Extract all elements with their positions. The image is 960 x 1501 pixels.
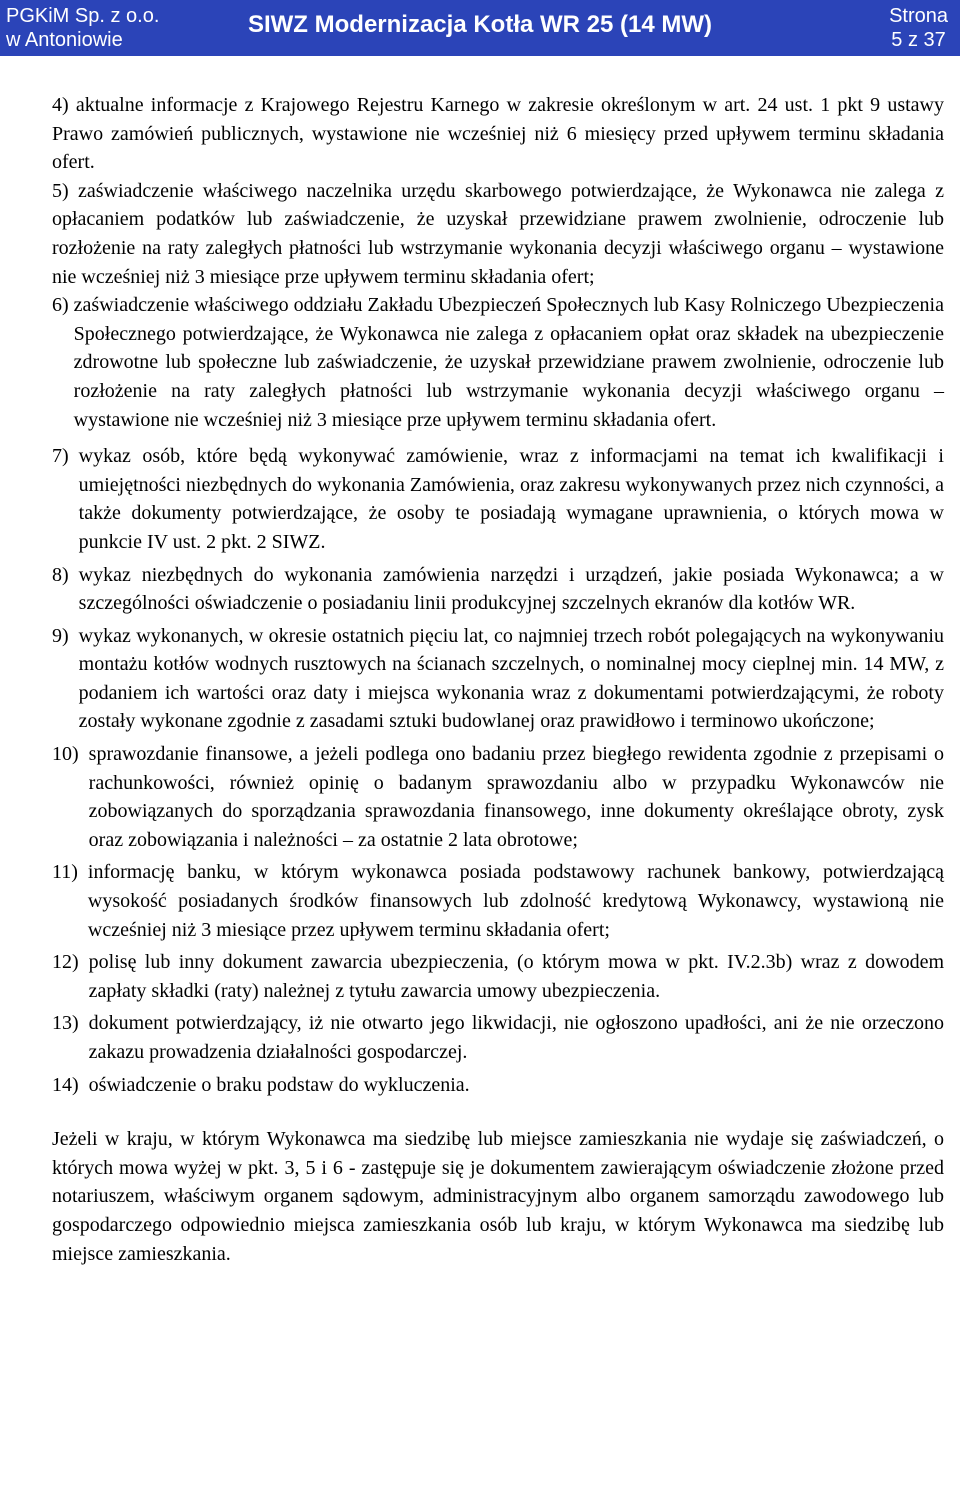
list-item-8 [52, 561, 944, 618]
closing-paragraph: Jeżeli w kraju, w którym Wykonawca ma siedzibę lub miejsce zamieszkania nie wydaje się zaświadczeń, o których mowa wyżej w pkt. 3, 5 i 6 - zastępuje się je dokumentem zawierającym oświadczenie złożone przed notariuszem, właściwym organem sądowym, administracyjnym albo organem samorządu zawodowego lub gospodarczego odpowiednio miejsca zamieszkania osób lub kraju, w którym Wykonawca ma siedzibę lub miejsce zamieszkania. [52, 1128, 944, 1265]
page-indicator [889, 4, 948, 52]
list-item-number: 12) [52, 951, 89, 974]
list-item-11 [52, 858, 944, 944]
company-line-1: PGKiM Sp. z o.o. [6, 5, 160, 27]
list-item-number: 10) [52, 743, 89, 766]
list-item-14 [52, 1071, 944, 1100]
company-line-2: w Antoniowie [6, 29, 123, 51]
list-item-number: 13) [52, 1012, 89, 1035]
list-item-number: 14) [52, 1073, 89, 1096]
document-body [52, 91, 944, 1268]
list-item-6 [52, 291, 944, 434]
list-item-text: wykaz osób, które będą wykonywać zamówienie, wraz z informacjami na temat ich kwalifikacji i umiejętności niezbędnych do wykonania Zamówienia, oraz zakresu wykonywanych przez nich czynności, a także dokumenty potwierdzające, że osoby te posiadają wymagane uprawnienia, o których mowa w punkcie IV ust. 2 pkt. 2 SIWZ. [78, 445, 944, 553]
list-item-number: 8) [52, 563, 79, 586]
page-label: Strona [889, 5, 948, 27]
list-item-12 [52, 948, 944, 1005]
list-item-text: zaświadczenie właściwego naczelnika urzędu skarbowego potwierdzające, że Wykonawca nie zalega z opłacaniem podatków lub zaświadczenie, że uzyskał przewidziane prawem zwolnienie, odroczenie lub rozłożenie na raty zaległych płatności lub wstrzymanie wykonania decyzji właściwego organu – wystawione nie wcześniej niż 3 miesiące prze upływem terminu składania ofert; [52, 179, 944, 288]
list-item-number: 4) [52, 94, 76, 116]
list-item-9 [52, 622, 944, 736]
list-item-text: wykaz wykonanych, w okresie ostatnich pięciu lat, co najmniej trzech robót polegających na wykonywaniu montażu kotłów wodnych rusztowych na ścianach szczelnych, o nominalnej mocy cieplnej min. 14 MW, z podaniem ich wartości oraz daty i miejsca wykonania wraz z dokumentami potwierdzającymi, że roboty zostały wykonane zgodnie z zasadami sztuki budowlanej oraz prawidłowo i terminowo ukończone; [78, 624, 944, 733]
list-item-text: sprawozdanie finansowe, a jeżeli podlega ono badaniu przez biegłego rewidenta zgodnie z przepisami o rachunkowości, również opinię o badanym sprawozdaniu albo w przypadku Wykonawców nie zobowiązanych do sporządzania sprawozdania finansowego, inne dokumenty określające obroty, zysk oraz zobowiązania i należności – za ostatnie 2 lata obrotowe; [88, 743, 944, 851]
list-item-text: dokument potwierdzający, iż nie otwarto jego likwidacji, nie ogłoszono upadłości, ani że nie orzeczono zakazu prowadzenia działalności gospodarczej. [88, 1012, 944, 1063]
list-item-text: informację banku, w którym wykonawca posiada podstawowy rachunek bankowy, potwierdzającą wysokość posiadanych środków finansowych lub zdolność kredytową Wykonawcy, wystawioną nie wcześniej niż 3 miesiące przez upływem terminu składania ofert; [87, 861, 944, 941]
list-item-text: aktualne informacje z Krajowego Rejestru Karnego w zakresie określonym w art. 24 ust. 1 pkt 9 ustawy Prawo zamówień publicznych, wystawione nie wcześniej niż 6 miesięcy przed upływem terminu składania ofert. [52, 94, 944, 174]
list-item-text: wykaz niezbędnych do wykonania zamówienia narzędzi i urządzeń, jakie posiada Wykonawca; a w szczególności oświadczenie o posiadaniu linii produkcyjnej szczelnych ekranów dla kotłów WR. [78, 563, 944, 615]
list-item-number: 5) [52, 179, 78, 202]
list-item-5 [52, 177, 944, 291]
list-item-13 [52, 1009, 944, 1066]
list-item-number: 9) [52, 624, 79, 647]
list-item-number: 7) [52, 445, 79, 468]
list-item-7 [52, 442, 944, 556]
page-number: 5 z 37 [891, 29, 946, 51]
page-header [0, 0, 960, 56]
list-item-10 [52, 740, 944, 854]
list-item-number: 11) [52, 861, 88, 884]
list-item-text: zaświadczenie właściwego oddziału Zakładu Ubezpieczeń Społecznych lub Kasy Rolniczego Ubezpieczenia Społecznego potwierdzające, że Wykonawca nie zalega z opłacaniem opłat oraz składek na ubezpieczenie zdrowotne lub społeczne lub zaświadczenie, że uzyskał przewidziane prawem zwolnienie, odroczenie lub rozłożenie na raty zaległych płatności lub wstrzymanie wykonania decyzji właściwego organu – wystawione nie wcześniej niż 3 miesiące prze upływem terminu składania ofert. [73, 294, 944, 431]
document-title: SIWZ Modernizacja Kotła WR 25 (14 MW) [247, 11, 713, 38]
list-item-text: oświadczenie o braku podstaw do wykluczenia. [88, 1073, 470, 1096]
list-item-text: polisę lub inny dokument zawarcia ubezpieczenia, (o którym mowa w pkt. IV.2.3b) wraz z dowodem zapłaty składki (raty) należnej z tytułu zawarcia umowy ubezpieczenia. [88, 951, 944, 1002]
list-item-4 [52, 91, 944, 177]
list-item-number: 6) [52, 294, 74, 317]
